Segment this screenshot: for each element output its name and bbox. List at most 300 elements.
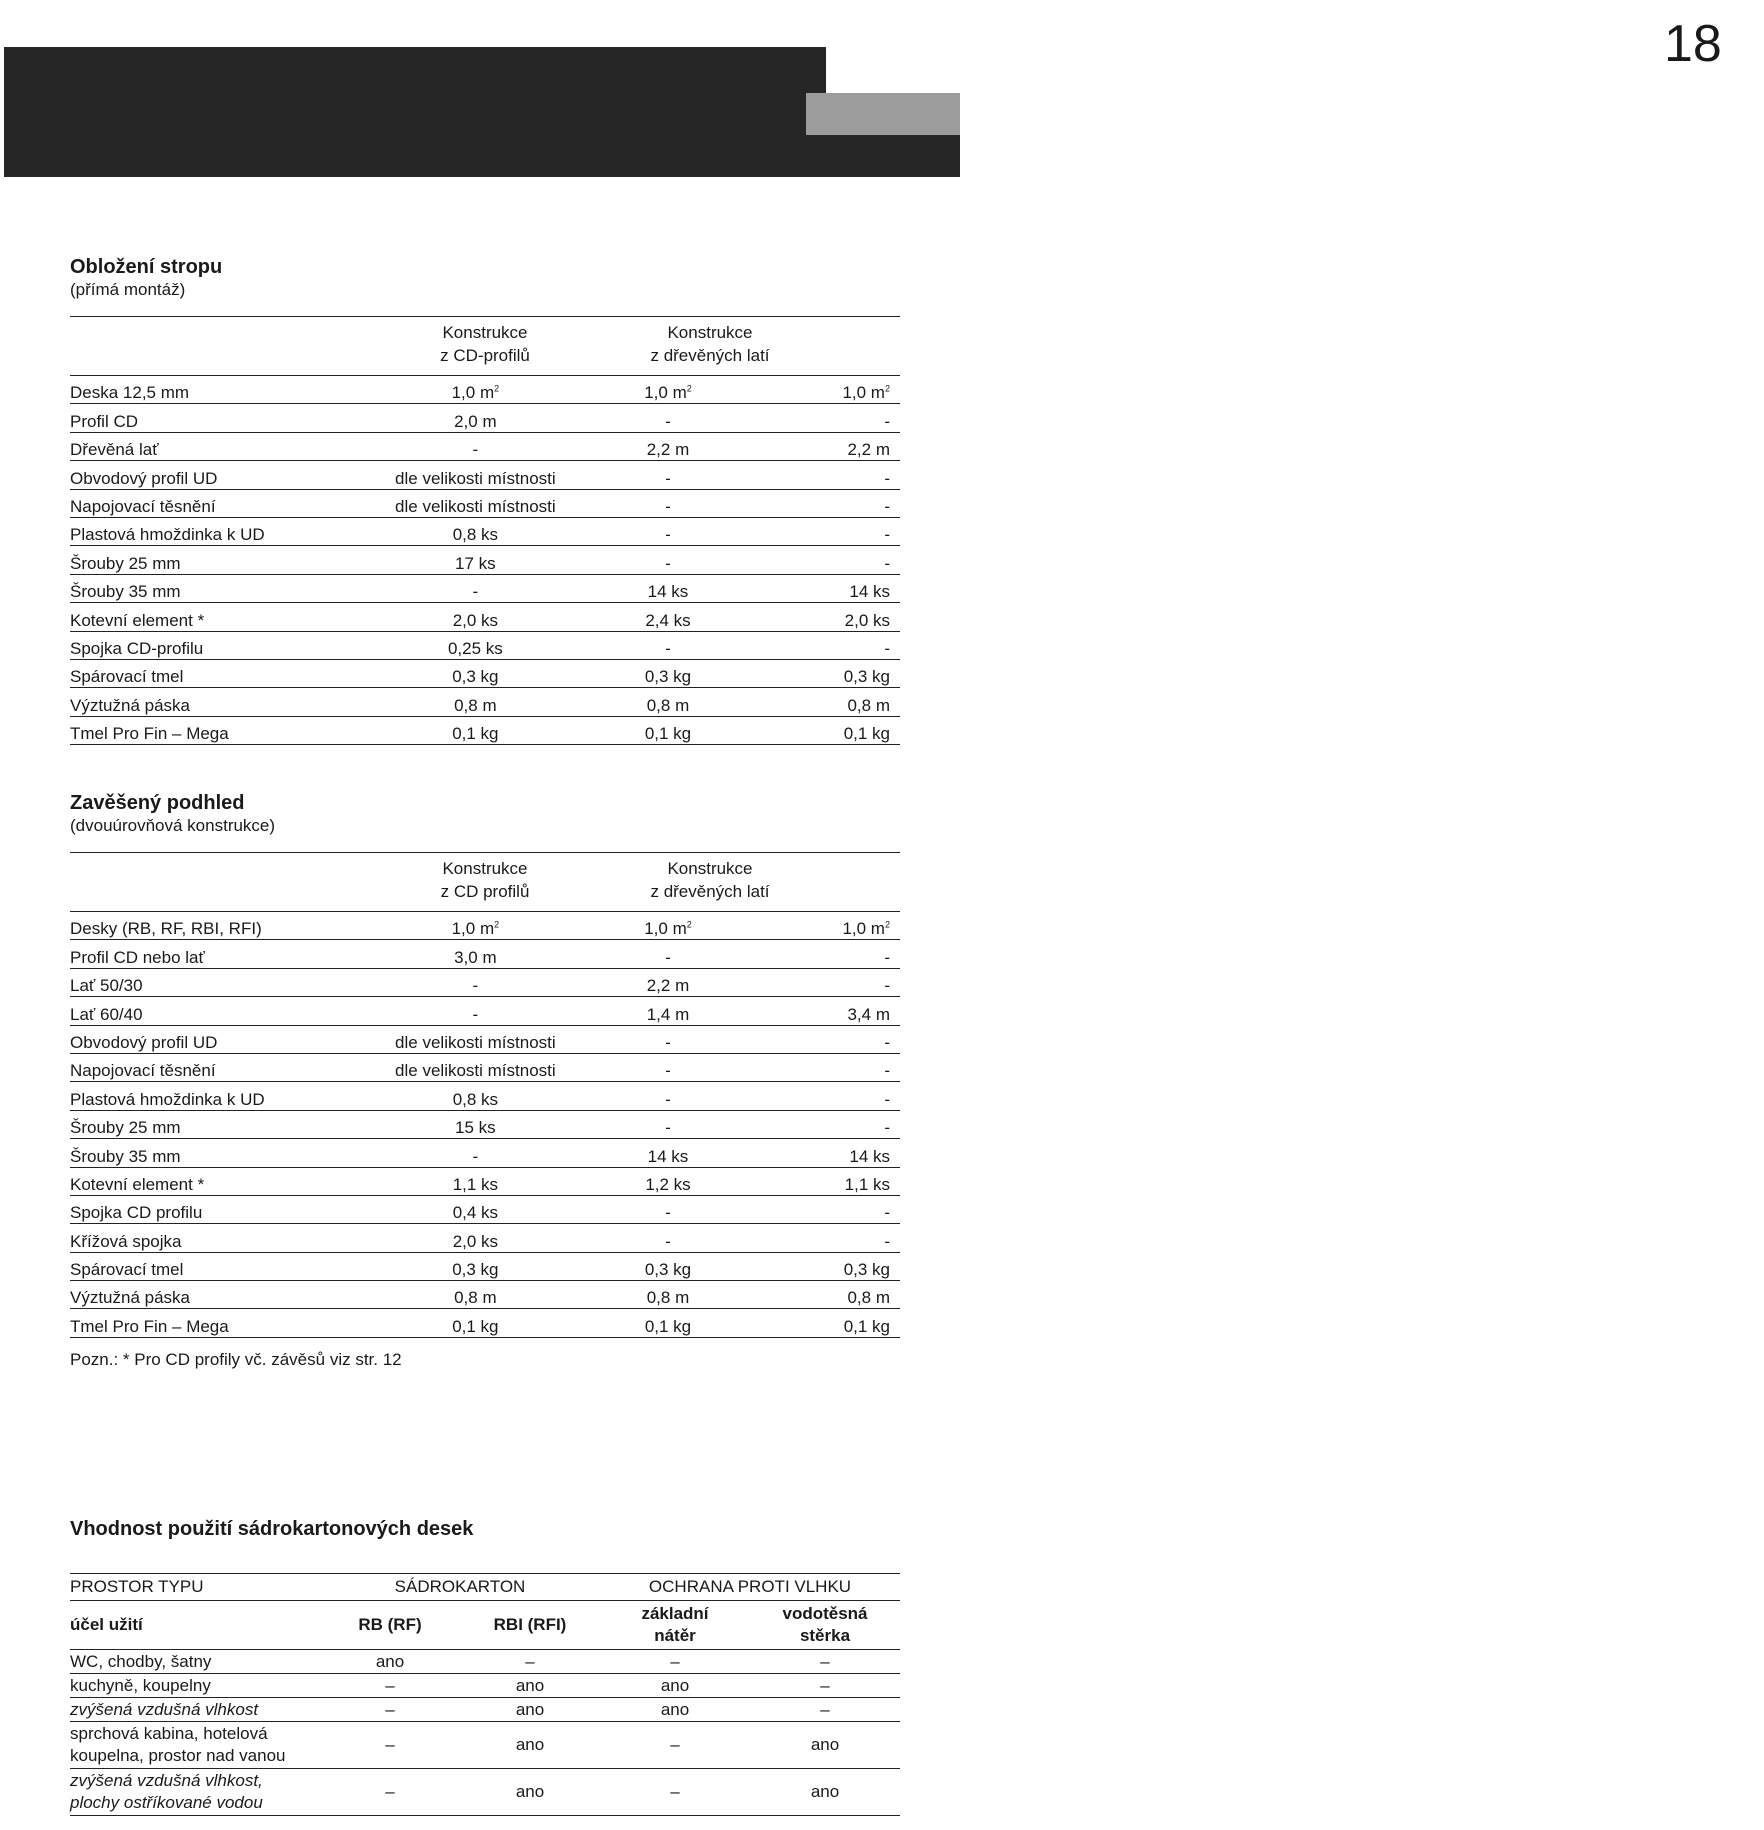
table-row: [70, 1139, 900, 1167]
cell-rbi: ano: [460, 1698, 600, 1722]
cell-value: -: [884, 411, 890, 431]
cell-value: 0,1 kg: [843, 724, 890, 744]
cell-value: -: [472, 1146, 479, 1166]
cell-seal: –: [750, 1650, 900, 1674]
section-subtitle: (dvouúrovňová konstrukce): [70, 816, 276, 835]
cell-value: Spojka CD-profilu: [70, 638, 204, 658]
cell-c3: [752, 546, 900, 574]
cell-c1: [367, 546, 585, 574]
cell-label: [70, 997, 367, 1025]
cell-c2: [584, 1309, 752, 1337]
cell-value: Spárovací tmel: [70, 667, 184, 687]
cell-value: 2,2 m: [847, 440, 890, 460]
cell-c1: [367, 1281, 585, 1309]
cell-value: -: [665, 1032, 671, 1052]
cell-c3: [752, 1195, 900, 1223]
cell-value: -: [472, 440, 479, 460]
cell-value: Kotevní element *: [70, 610, 205, 630]
cell-label: [70, 912, 367, 940]
cell-value: 1,0 m: [842, 919, 885, 939]
cell-c2: [584, 574, 752, 602]
cell-label: [70, 1281, 367, 1309]
table-row: [70, 1025, 900, 1053]
table-row: [70, 461, 900, 489]
cell-c2: [584, 1053, 752, 1081]
cell-rb: –: [320, 1722, 460, 1769]
cell-value: 2,0 ks: [452, 1231, 499, 1251]
material-table-ceiling: [70, 376, 900, 745]
cell-value: 1,0 m: [644, 919, 687, 939]
cell-value: 0,3 kg: [644, 1260, 692, 1280]
cell-c3: [752, 432, 900, 460]
cell-value: -: [665, 1118, 671, 1138]
cell-value: 0,25 ks: [447, 638, 503, 658]
cell-value: -: [884, 638, 890, 658]
cell-c2: [584, 1252, 752, 1280]
cell-c2: [584, 997, 752, 1025]
cell-value: -: [665, 411, 671, 431]
cell-c3: [752, 968, 900, 996]
cell-label: [70, 489, 367, 517]
cell-value: Lať 50/30: [70, 976, 143, 996]
table-row: [70, 1167, 900, 1195]
cell-c2: [584, 659, 752, 687]
table-row: [70, 603, 900, 631]
cell-value: 0,3 kg: [843, 667, 890, 687]
cell-value: 14 ks: [647, 1146, 689, 1166]
cell-value: -: [665, 1089, 671, 1109]
cell-value: 1,2 ks: [645, 1174, 691, 1194]
cell-label: [70, 517, 367, 545]
cell-c3: [752, 461, 900, 489]
cell-value: 0,8 m: [847, 695, 890, 715]
cell-value: -: [884, 1032, 890, 1052]
sub-header-waterproof: vodotěsná stěrka: [750, 1601, 900, 1650]
cell-value: 14 ks: [647, 582, 689, 602]
cell-label: [70, 1252, 367, 1280]
cell-value: Napojovací těsnění: [70, 1061, 216, 1081]
cell-c2: [584, 1224, 752, 1252]
cell-base: ano: [600, 1674, 750, 1698]
cell-c1: [367, 461, 585, 489]
cell-c1: [367, 376, 585, 404]
cell-label: [70, 968, 367, 996]
cell-c2: [584, 432, 752, 460]
cell-value: Plastová hmoždinka k UD: [70, 525, 265, 545]
cell-value: Kotevní element *: [70, 1174, 205, 1194]
table-row: [70, 716, 900, 744]
cell-value: -: [472, 976, 479, 996]
table-row: [70, 659, 900, 687]
unit-superscript: 2: [494, 383, 500, 394]
cell-c3: [752, 631, 900, 659]
cell-c2: [584, 1110, 752, 1138]
cell-c1: [367, 1110, 585, 1138]
cell-value: 1,4 m: [646, 1004, 690, 1024]
cell-value: 0,8 m: [646, 1288, 690, 1308]
cell-c1: [367, 517, 585, 545]
group-header-space: PROSTOR TYPU: [70, 1574, 320, 1601]
cell-c1: [367, 688, 585, 716]
cell-label: [70, 603, 367, 631]
cell-seal: ano: [750, 1769, 900, 1816]
cell-label: [70, 1082, 367, 1110]
cell-c2: [584, 404, 752, 432]
cell-label: [70, 1195, 367, 1223]
cell-c2: [584, 1281, 752, 1309]
table-row: [70, 1722, 900, 1769]
column-header-wood: Konstrukce z dřevěných latí: [650, 859, 770, 901]
cell-c1: [367, 716, 585, 744]
cell-usage: [70, 1722, 320, 1769]
cell-label: [70, 546, 367, 574]
cell-value: -: [665, 496, 671, 516]
cell-c2: [584, 376, 752, 404]
cell-usage: [70, 1698, 320, 1722]
cell-value: Profil CD nebo lať: [70, 947, 205, 967]
cell-value: -: [884, 1089, 890, 1109]
cell-value: Šrouby 25 mm: [70, 1118, 181, 1138]
cell-value: dle velikosti místnosti: [395, 1061, 556, 1081]
cell-c2: [584, 912, 752, 940]
cell-value: -: [665, 553, 671, 573]
cell-c3: [752, 404, 900, 432]
cell-c2: [584, 489, 752, 517]
cell-base: ano: [600, 1698, 750, 1722]
suitability-table: [70, 1573, 900, 1816]
usage-line: sprchová kabina, hotelová: [70, 1724, 268, 1743]
cell-value: 0,1 kg: [452, 724, 499, 744]
usage-line: kuchyně, koupelny: [70, 1675, 211, 1695]
table-row: [70, 404, 900, 432]
table-row: [70, 1110, 900, 1138]
sub-header-base-coat: základní nátěr: [600, 1601, 750, 1650]
unit-superscript: 2: [494, 919, 500, 930]
cell-label: [70, 716, 367, 744]
cell-c2: [584, 603, 752, 631]
cell-c3: [752, 1252, 900, 1280]
cell-c3: [752, 1281, 900, 1309]
cell-value: -: [665, 947, 671, 967]
cell-c3: [752, 376, 900, 404]
cell-c3: [752, 1082, 900, 1110]
cell-label: [70, 404, 367, 432]
cell-value: -: [884, 947, 890, 967]
cell-value: Spárovací tmel: [70, 1260, 184, 1280]
table-row: [70, 1769, 900, 1816]
cell-c3: [752, 1224, 900, 1252]
cell-c1: [367, 1224, 585, 1252]
table-row: [70, 968, 900, 996]
cell-label: [70, 376, 367, 404]
cell-value: Deska 12,5 mm: [70, 383, 190, 403]
table-row: [70, 1698, 900, 1722]
cell-label: [70, 461, 367, 489]
cell-value: 0,3 kg: [644, 667, 692, 687]
cell-c1: [367, 1309, 585, 1337]
table-row: [70, 1674, 900, 1698]
column-header-cd: Konstrukce z CD-profilů: [440, 323, 530, 365]
cell-value: 0,3 kg: [452, 1260, 499, 1280]
cell-rbi: ano: [460, 1769, 600, 1816]
cell-value: Šrouby 35 mm: [70, 1146, 181, 1166]
cell-usage: [70, 1769, 320, 1816]
cell-c2: [584, 1082, 752, 1110]
cell-value: -: [472, 1004, 479, 1024]
cell-value: 14 ks: [849, 1146, 890, 1166]
cell-c2: [584, 631, 752, 659]
cell-value: 15 ks: [455, 1118, 496, 1138]
cell-rbi: –: [460, 1650, 600, 1674]
cell-rb: –: [320, 1674, 460, 1698]
table-row: [70, 489, 900, 517]
table-row: [70, 1053, 900, 1081]
cell-value: 1,0 m: [451, 383, 495, 403]
table-header: [70, 316, 900, 376]
cell-c3: [752, 603, 900, 631]
cell-value: 14 ks: [849, 582, 890, 602]
cell-value: 1,0 m: [842, 383, 885, 403]
section-subtitle: (přímá montáž): [70, 280, 186, 299]
cell-value: Tmel Pro Fin – Mega: [70, 724, 229, 744]
cell-value: Křížová spojka: [70, 1231, 182, 1251]
cell-c2: [584, 1195, 752, 1223]
usage-line: koupelna, prostor nad vanou: [70, 1746, 286, 1765]
cell-c3: [752, 688, 900, 716]
cell-value: Šrouby 25 mm: [70, 553, 181, 573]
table-row: [70, 376, 900, 404]
cell-value: Lať 60/40: [70, 1004, 143, 1024]
cell-value: -: [472, 582, 479, 602]
table-row: [70, 940, 900, 968]
cell-c3: [752, 1053, 900, 1081]
cell-value: 0,8 m: [646, 695, 690, 715]
cell-c1: [367, 1053, 585, 1081]
cell-rb: –: [320, 1698, 460, 1722]
cell-value: 2,4 ks: [645, 610, 691, 630]
cell-c2: [584, 716, 752, 744]
cell-c1: [367, 603, 585, 631]
cell-c1: [367, 1025, 585, 1053]
cell-c1: [367, 968, 585, 996]
cell-value: 2,2 m: [646, 440, 690, 460]
column-header-cd: Konstrukce z CD profilů: [440, 859, 530, 901]
table-row: [70, 1309, 900, 1337]
table-row: [70, 1195, 900, 1223]
cell-value: -: [665, 1061, 671, 1081]
cell-value: 2,0 ks: [452, 610, 499, 630]
cell-c3: [752, 912, 900, 940]
section-ceiling-cladding: [70, 255, 900, 745]
cell-c1: [367, 940, 585, 968]
table-row: [70, 1650, 900, 1674]
cell-value: 0,8 ks: [452, 1089, 499, 1109]
cell-value: Tmel Pro Fin – Mega: [70, 1316, 229, 1336]
table-row: [70, 546, 900, 574]
cell-value: dle velikosti místnosti: [395, 1032, 556, 1052]
cell-c1: [367, 432, 585, 460]
cell-c3: [752, 659, 900, 687]
cell-value: -: [884, 1231, 890, 1251]
cell-value: 3,0 m: [454, 947, 497, 967]
cell-value: 0,4 ks: [452, 1203, 499, 1223]
cell-value: 1,1 ks: [452, 1174, 499, 1194]
group-header-row: [70, 1574, 900, 1601]
column-header-wood: Konstrukce z dřevěných latí: [650, 323, 770, 365]
cell-c1: [367, 404, 585, 432]
cell-c1: [367, 1252, 585, 1280]
cell-value: -: [884, 525, 890, 545]
material-table-suspended: [70, 912, 900, 1338]
cell-label: [70, 1309, 367, 1337]
cell-c2: [584, 940, 752, 968]
cell-c3: [752, 1167, 900, 1195]
cell-c1: [367, 1167, 585, 1195]
unit-superscript: 2: [884, 919, 890, 930]
cell-value: dle velikosti místnosti: [395, 496, 556, 516]
cell-seal: –: [750, 1674, 900, 1698]
group-header-moisture: OCHRANA PROTI VLHKU: [600, 1574, 900, 1601]
cell-value: Plastová hmoždinka k UD: [70, 1089, 265, 1109]
cell-value: Šrouby 35 mm: [70, 582, 181, 602]
cell-seal: ano: [750, 1722, 900, 1769]
cell-label: [70, 688, 367, 716]
cell-value: 1,1 ks: [844, 1174, 890, 1194]
cell-c3: [752, 1025, 900, 1053]
sub-header-rbi: RBI (RFI): [460, 1601, 600, 1650]
cell-c3: [752, 574, 900, 602]
table-row: [70, 912, 900, 940]
cell-rbi: ano: [460, 1674, 600, 1698]
cell-c2: [584, 517, 752, 545]
sub-header-rb: RB (RF): [320, 1601, 460, 1650]
cell-c1: [367, 1082, 585, 1110]
cell-label: [70, 574, 367, 602]
sub-header-usage: účel užití: [70, 1601, 320, 1650]
cell-c2: [584, 546, 752, 574]
cell-label: [70, 1110, 367, 1138]
cell-label: [70, 940, 367, 968]
cell-value: 2,2 m: [646, 976, 690, 996]
table-header: [70, 852, 900, 912]
page-number-tab: [826, 0, 1722, 93]
cell-value: 2,0 m: [454, 411, 497, 431]
cell-value: -: [665, 525, 671, 545]
cell-value: 0,3 kg: [843, 1260, 890, 1280]
cell-label: [70, 659, 367, 687]
cell-label: [70, 1139, 367, 1167]
cell-c3: [752, 997, 900, 1025]
cell-rb: ano: [320, 1650, 460, 1674]
cell-value: -: [884, 1203, 890, 1223]
cell-c3: [752, 1309, 900, 1337]
cell-value: Obvodový profil UD: [70, 468, 218, 488]
cell-value: Desky (RB, RF, RBI, RFI): [70, 919, 262, 939]
cell-value: 0,1 kg: [452, 1316, 499, 1336]
cell-c1: [367, 489, 585, 517]
cell-c3: [752, 1139, 900, 1167]
unit-superscript: 2: [686, 919, 692, 930]
cell-c1: [367, 659, 585, 687]
unit-superscript: 2: [884, 383, 890, 394]
cell-c3: [752, 1110, 900, 1138]
table-row: [70, 517, 900, 545]
cell-c1: [367, 574, 585, 602]
cell-c2: [584, 688, 752, 716]
cell-c3: [752, 517, 900, 545]
page-number: 18: [1664, 15, 1722, 73]
cell-c1: [367, 631, 585, 659]
cell-value: -: [884, 1118, 890, 1138]
cell-value: 3,4 m: [847, 1004, 890, 1024]
section-title: Obložení stropu: [70, 256, 223, 278]
cell-c1: [367, 997, 585, 1025]
unit-superscript: 2: [686, 383, 692, 394]
cell-c3: [752, 716, 900, 744]
cell-value: Napojovací těsnění: [70, 496, 216, 516]
cell-c2: [584, 461, 752, 489]
table-row: [70, 1281, 900, 1309]
group-header-plasterboard: SÁDROKARTON: [320, 1574, 600, 1601]
cell-value: -: [884, 553, 890, 573]
usage-line: WC, chodby, šatny: [70, 1651, 212, 1671]
cell-c1: [367, 1195, 585, 1223]
cell-value: dle velikosti místnosti: [395, 468, 556, 488]
cell-c3: [752, 940, 900, 968]
cell-value: -: [884, 496, 890, 516]
header-accent-stripe: [806, 93, 960, 135]
cell-rb: –: [320, 1769, 460, 1816]
cell-value: -: [665, 638, 671, 658]
cell-c3: [752, 489, 900, 517]
usage-line: zvýšená vzdušná vlhkost: [70, 1699, 259, 1719]
table-row: [70, 1082, 900, 1110]
cell-value: 0,8 ks: [452, 525, 499, 545]
cell-c2: [584, 1025, 752, 1053]
cell-base: –: [600, 1722, 750, 1769]
table-row: [70, 631, 900, 659]
table-row: [70, 1252, 900, 1280]
cell-base: –: [600, 1650, 750, 1674]
cell-value: 2,0 ks: [844, 610, 890, 630]
cell-value: 1,0 m: [644, 383, 687, 403]
cell-label: [70, 1025, 367, 1053]
cell-value: 0,1 kg: [644, 1316, 692, 1336]
sub-header-row: [70, 1601, 900, 1650]
cell-usage: [70, 1650, 320, 1674]
usage-line: plochy ostříkované vodou: [70, 1793, 263, 1812]
cell-value: Obvodový profil UD: [70, 1032, 218, 1052]
cell-c2: [584, 1167, 752, 1195]
cell-rbi: ano: [460, 1722, 600, 1769]
cell-value: -: [884, 976, 890, 996]
section-suspended-ceiling: [70, 791, 900, 1370]
cell-label: [70, 1224, 367, 1252]
cell-value: 0,1 kg: [843, 1316, 890, 1336]
usage-line: zvýšená vzdušná vlhkost,: [70, 1771, 263, 1790]
table-row: [70, 688, 900, 716]
cell-value: -: [665, 1203, 671, 1223]
cell-c2: [584, 968, 752, 996]
cell-label: [70, 1167, 367, 1195]
table-row: [70, 574, 900, 602]
cell-value: Dřevěná lať: [70, 440, 159, 460]
cell-usage: [70, 1674, 320, 1698]
cell-c1: [367, 1139, 585, 1167]
cell-value: 0,3 kg: [452, 667, 499, 687]
cell-value: Spojka CD profilu: [70, 1203, 203, 1223]
cell-label: [70, 631, 367, 659]
